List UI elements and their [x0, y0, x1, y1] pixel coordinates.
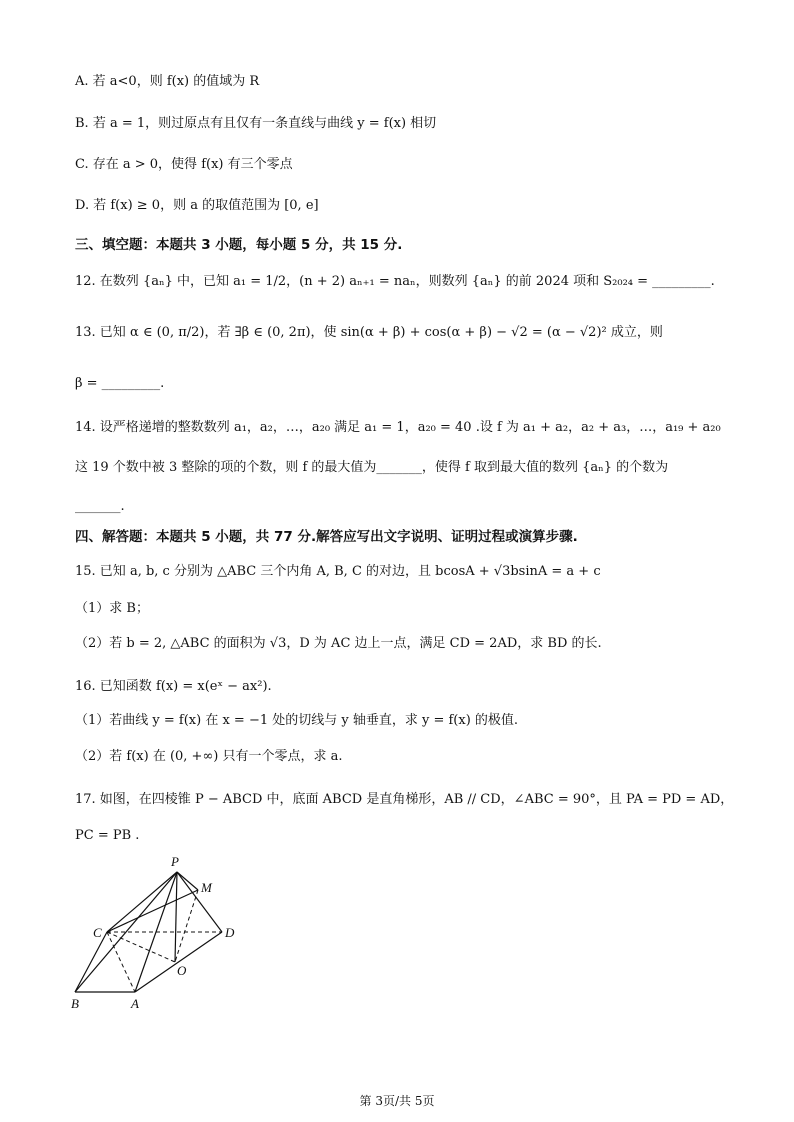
question-13-line2: β = _________. [75, 376, 165, 391]
question-16-part1: （1）若曲线 y = f(x) 在 x = −1 处的切线与 y 轴垂直，求 y = f(x) 的极值. [75, 713, 519, 728]
edge-po [175, 872, 177, 962]
edge-co [107, 932, 175, 962]
section-3-title: 三、填空题：本题共 3 小题，每小题 5 分，共 15 分. [75, 237, 403, 253]
question-16-stem: 16. 已知函数 f(x) = x(eˣ − ax²). [75, 679, 272, 694]
option-b: B. 若 a = 1，则过原点有且仅有一条直线与曲线 y = f(x) 相切 [75, 116, 437, 131]
edge-ad [135, 932, 222, 992]
question-12: 12. 在数列 {aₙ} 中，已知 a₁ = 1/2，(n + 2) aₙ₊₁ = naₙ，则数列 {aₙ} 的前 2024 项和 S₂₀₂₄ = _________. [75, 274, 715, 289]
question-17-line1: 17. 如图，在四棱锥 P − ABCD 中，底面 ABCD 是直角梯形，AB // CD，∠ABC = 90°，且 PA = PD = AD， [75, 792, 734, 807]
question-14-line1: 14. 设严格递增的整数数列 a₁，a₂，…，a₂₀ 满足 a₁ = 1，a₂₀ = 40 .设 f 为 a₁ + a₂，a₂ + a₃，…，a₁₉ + a₂₀ [75, 420, 721, 435]
option-c: C. 存在 a > 0，使得 f(x) 有三个零点 [75, 157, 293, 172]
edge-ca [107, 932, 135, 992]
question-17-line2: PC = PB . [75, 828, 140, 843]
question-13-line1: 13. 已知 α ∈ (0, π/2)，若 ∃β ∈ (0, 2π)，使 sin(α + β) + cos(α + β) − √2 = (α − √2)² 成立，则 [75, 325, 663, 340]
edge-cm [107, 890, 198, 932]
question-14-line2: 这 19 个数中被 3 整除的项的个数，则 f 的最大值为_______，使得 f 取到最大值的数列 {aₙ} 的个数为 [75, 460, 669, 475]
label-p: P [171, 854, 179, 869]
edge-pd [177, 872, 222, 932]
section-4-title: 四、解答题：本题共 5 小题，共 77 分.解答应写出文字说明、证明过程或演算步骤. [75, 529, 578, 545]
label-b: B [71, 996, 79, 1011]
question-14-line3: _______. [75, 499, 125, 514]
question-16-part2: （2）若 f(x) 在 (0, +∞) 只有一个零点，求 a. [75, 749, 343, 764]
label-m: M [201, 880, 212, 895]
question-15-stem: 15. 已知 a, b, c 分别为 △ABC 三个内角 A, B, C 的对边，且 bcosA + √3bsinA = a + c [75, 564, 601, 579]
label-o: O [177, 963, 187, 978]
option-a: A. 若 a<0，则 f(x) 的值域为 R [75, 74, 260, 89]
label-d: D [225, 925, 235, 940]
edge-pm [177, 872, 198, 890]
pyramid-figure [65, 852, 255, 1017]
label-c: C [93, 925, 102, 940]
label-a: A [131, 996, 139, 1011]
page-footer: 第 3页/共 5页 [359, 1094, 435, 1108]
option-d: D. 若 f(x) ≥ 0，则 a 的取值范围为 [0, e] [75, 198, 319, 213]
edge-bc [75, 932, 107, 992]
question-15-part1: （1）求 B； [75, 601, 149, 616]
question-15-part2: （2）若 b = 2, △ABC 的面积为 √3，D 为 AC 边上一点，满足 CD = 2AD，求 BD 的长. [75, 636, 602, 651]
